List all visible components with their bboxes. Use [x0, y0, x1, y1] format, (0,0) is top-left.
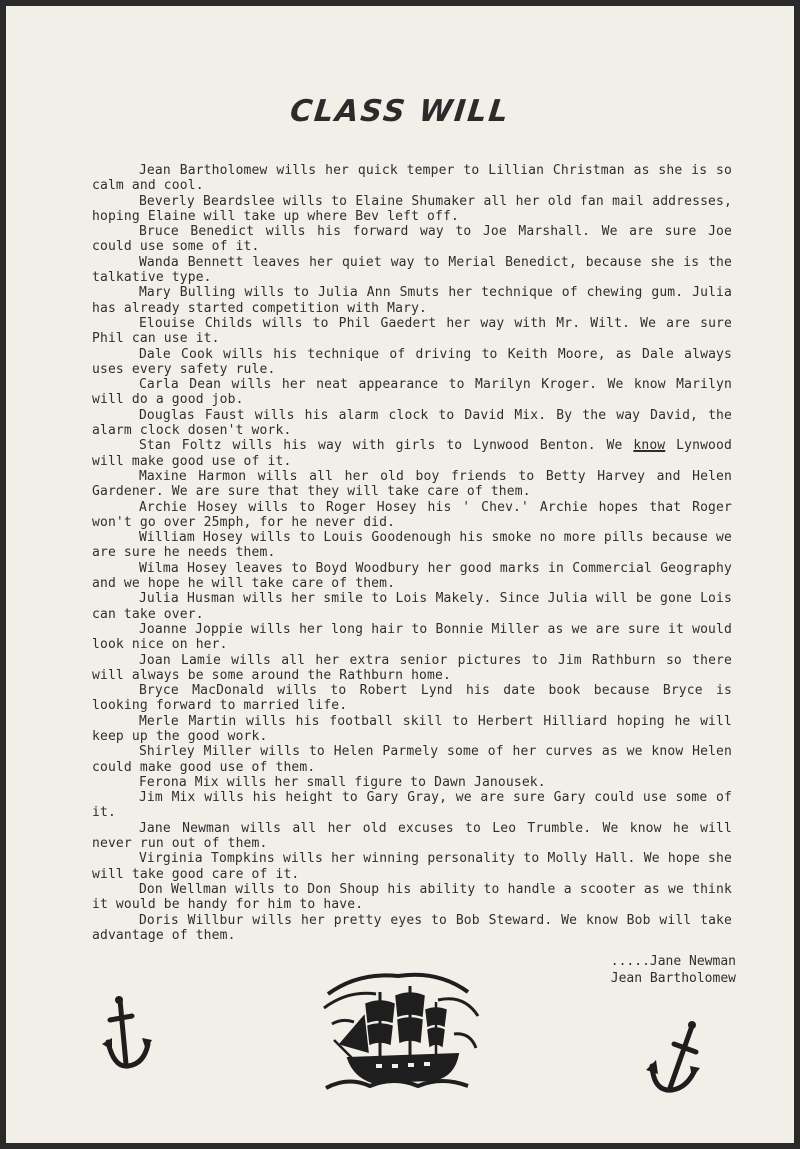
signature-block — [611, 953, 736, 987]
will-paragraph: Julia Husman wills her smile to Lois Makely. Since Julia will be gone Lois can take over. — [92, 591, 732, 622]
will-paragraph: William Hosey wills to Louis Goodenough his smoke no more pills because we are sure he needs them. — [92, 530, 732, 561]
will-paragraph: Bruce Benedict wills his forward way to Joe Marshall. We are sure Joe could use some of it. — [92, 224, 732, 255]
will-paragraph: Jim Mix wills his height to Gary Gray, we are sure Gary could use some of it. — [92, 790, 732, 821]
will-paragraph: Elouise Childs wills to Phil Gaedert her way with Mr. Wilt. We are sure Phil can use it. — [92, 315, 732, 347]
class-will-text — [92, 163, 732, 943]
will-paragraph: Beverly Beardslee wills to Elaine Shumaker all her old fan mail addresses, hoping Elaine will take up where Bev left off. — [92, 193, 732, 224]
will-paragraph: Dale Cook wills his technique of driving to Keith Moore, as Dale always uses every safety rule. — [92, 346, 732, 377]
page-title: CLASS WILL — [288, 94, 512, 129]
will-paragraph — [92, 438, 732, 469]
yearbook-page — [6, 6, 794, 1143]
will-paragraph: Wilma Hosey leaves to Boyd Woodbury her good marks in Commercial Geography and we hope he will take care of them. — [92, 560, 732, 592]
signature-line-2: Jean Bartholomew — [610, 971, 736, 986]
will-paragraph: Merle Martin wills his football skill to Herbert Hilliard hoping he will keep up the good work. — [92, 713, 732, 744]
signature-line-1: .....Jane Newman — [610, 954, 736, 969]
will-paragraph: Wanda Bennett leaves her quiet way to Merial Benedict, because she is the talkative type. — [92, 254, 732, 286]
will-paragraph: Maxine Harmon wills all her old boy friends to Betty Harvey and Helen Gardener. We are sure that they will take care of them. — [92, 468, 732, 500]
will-paragraph: Jean Bartholomew wills her quick temper to Lillian Christman as she is so calm and cool. — [92, 163, 732, 194]
will-paragraph: Mary Bulling wills to Julia Ann Smuts her technique of chewing gum. Julia has already started competition with Mary. — [92, 285, 732, 316]
sailing-ship-icon — [318, 964, 484, 1094]
will-text-segment: Stan Foltz wills his way with girls to Lynwood Benton. We — [138, 438, 634, 454]
anchor-icon — [100, 994, 156, 1076]
will-paragraph: Joanne Joppie wills her long hair to Bonnie Miller as we are sure it would look nice on her. — [92, 621, 732, 653]
will-text-segment: Lynwood will make good use of it. — [92, 438, 732, 469]
will-paragraph: Jane Newman wills all her old excuses to Leo Trumble. We know he will never run out of them. — [92, 820, 732, 852]
will-paragraph: Carla Dean wills her neat appearance to Marilyn Kroger. We know Marilyn will do a good job. — [92, 377, 732, 408]
will-paragraph: Ferona Mix wills her small figure to Dawn Janousek. — [138, 774, 546, 790]
anchor-icon — [642, 1016, 704, 1098]
will-paragraph: Virginia Tompkins wills her winning personality to Molly Hall. We hope she will take good care of it. — [92, 851, 732, 882]
will-paragraph: Archie Hosey wills to Roger Hosey his ' Chev.' Archie hopes that Roger won't go over 25mph, for he never did. — [92, 499, 732, 530]
will-paragraph: Doris Willbur wills her pretty eyes to Bob Steward. We know Bob will take advantage of them. — [92, 912, 732, 943]
will-paragraph: Shirley Miller wills to Helen Parmely some of her curves as we know Helen could make good use of them. — [92, 744, 732, 775]
will-paragraph: Joan Lamie wills all her extra senior pictures to Jim Rathburn so there will always be some around the Rathburn home. — [92, 652, 732, 683]
underlined-word: know — [633, 438, 666, 454]
will-paragraph: Douglas Faust wills his alarm clock to David Mix. By the way David, the alarm clock dosen't work. — [92, 407, 732, 439]
will-paragraph: Bryce MacDonald wills to Robert Lynd his date book because Bryce is looking forward to married life. — [92, 683, 732, 714]
will-paragraph: Don Wellman wills to Don Shoup his ability to handle a scooter as we think it would be handy for him to have. — [92, 881, 732, 913]
